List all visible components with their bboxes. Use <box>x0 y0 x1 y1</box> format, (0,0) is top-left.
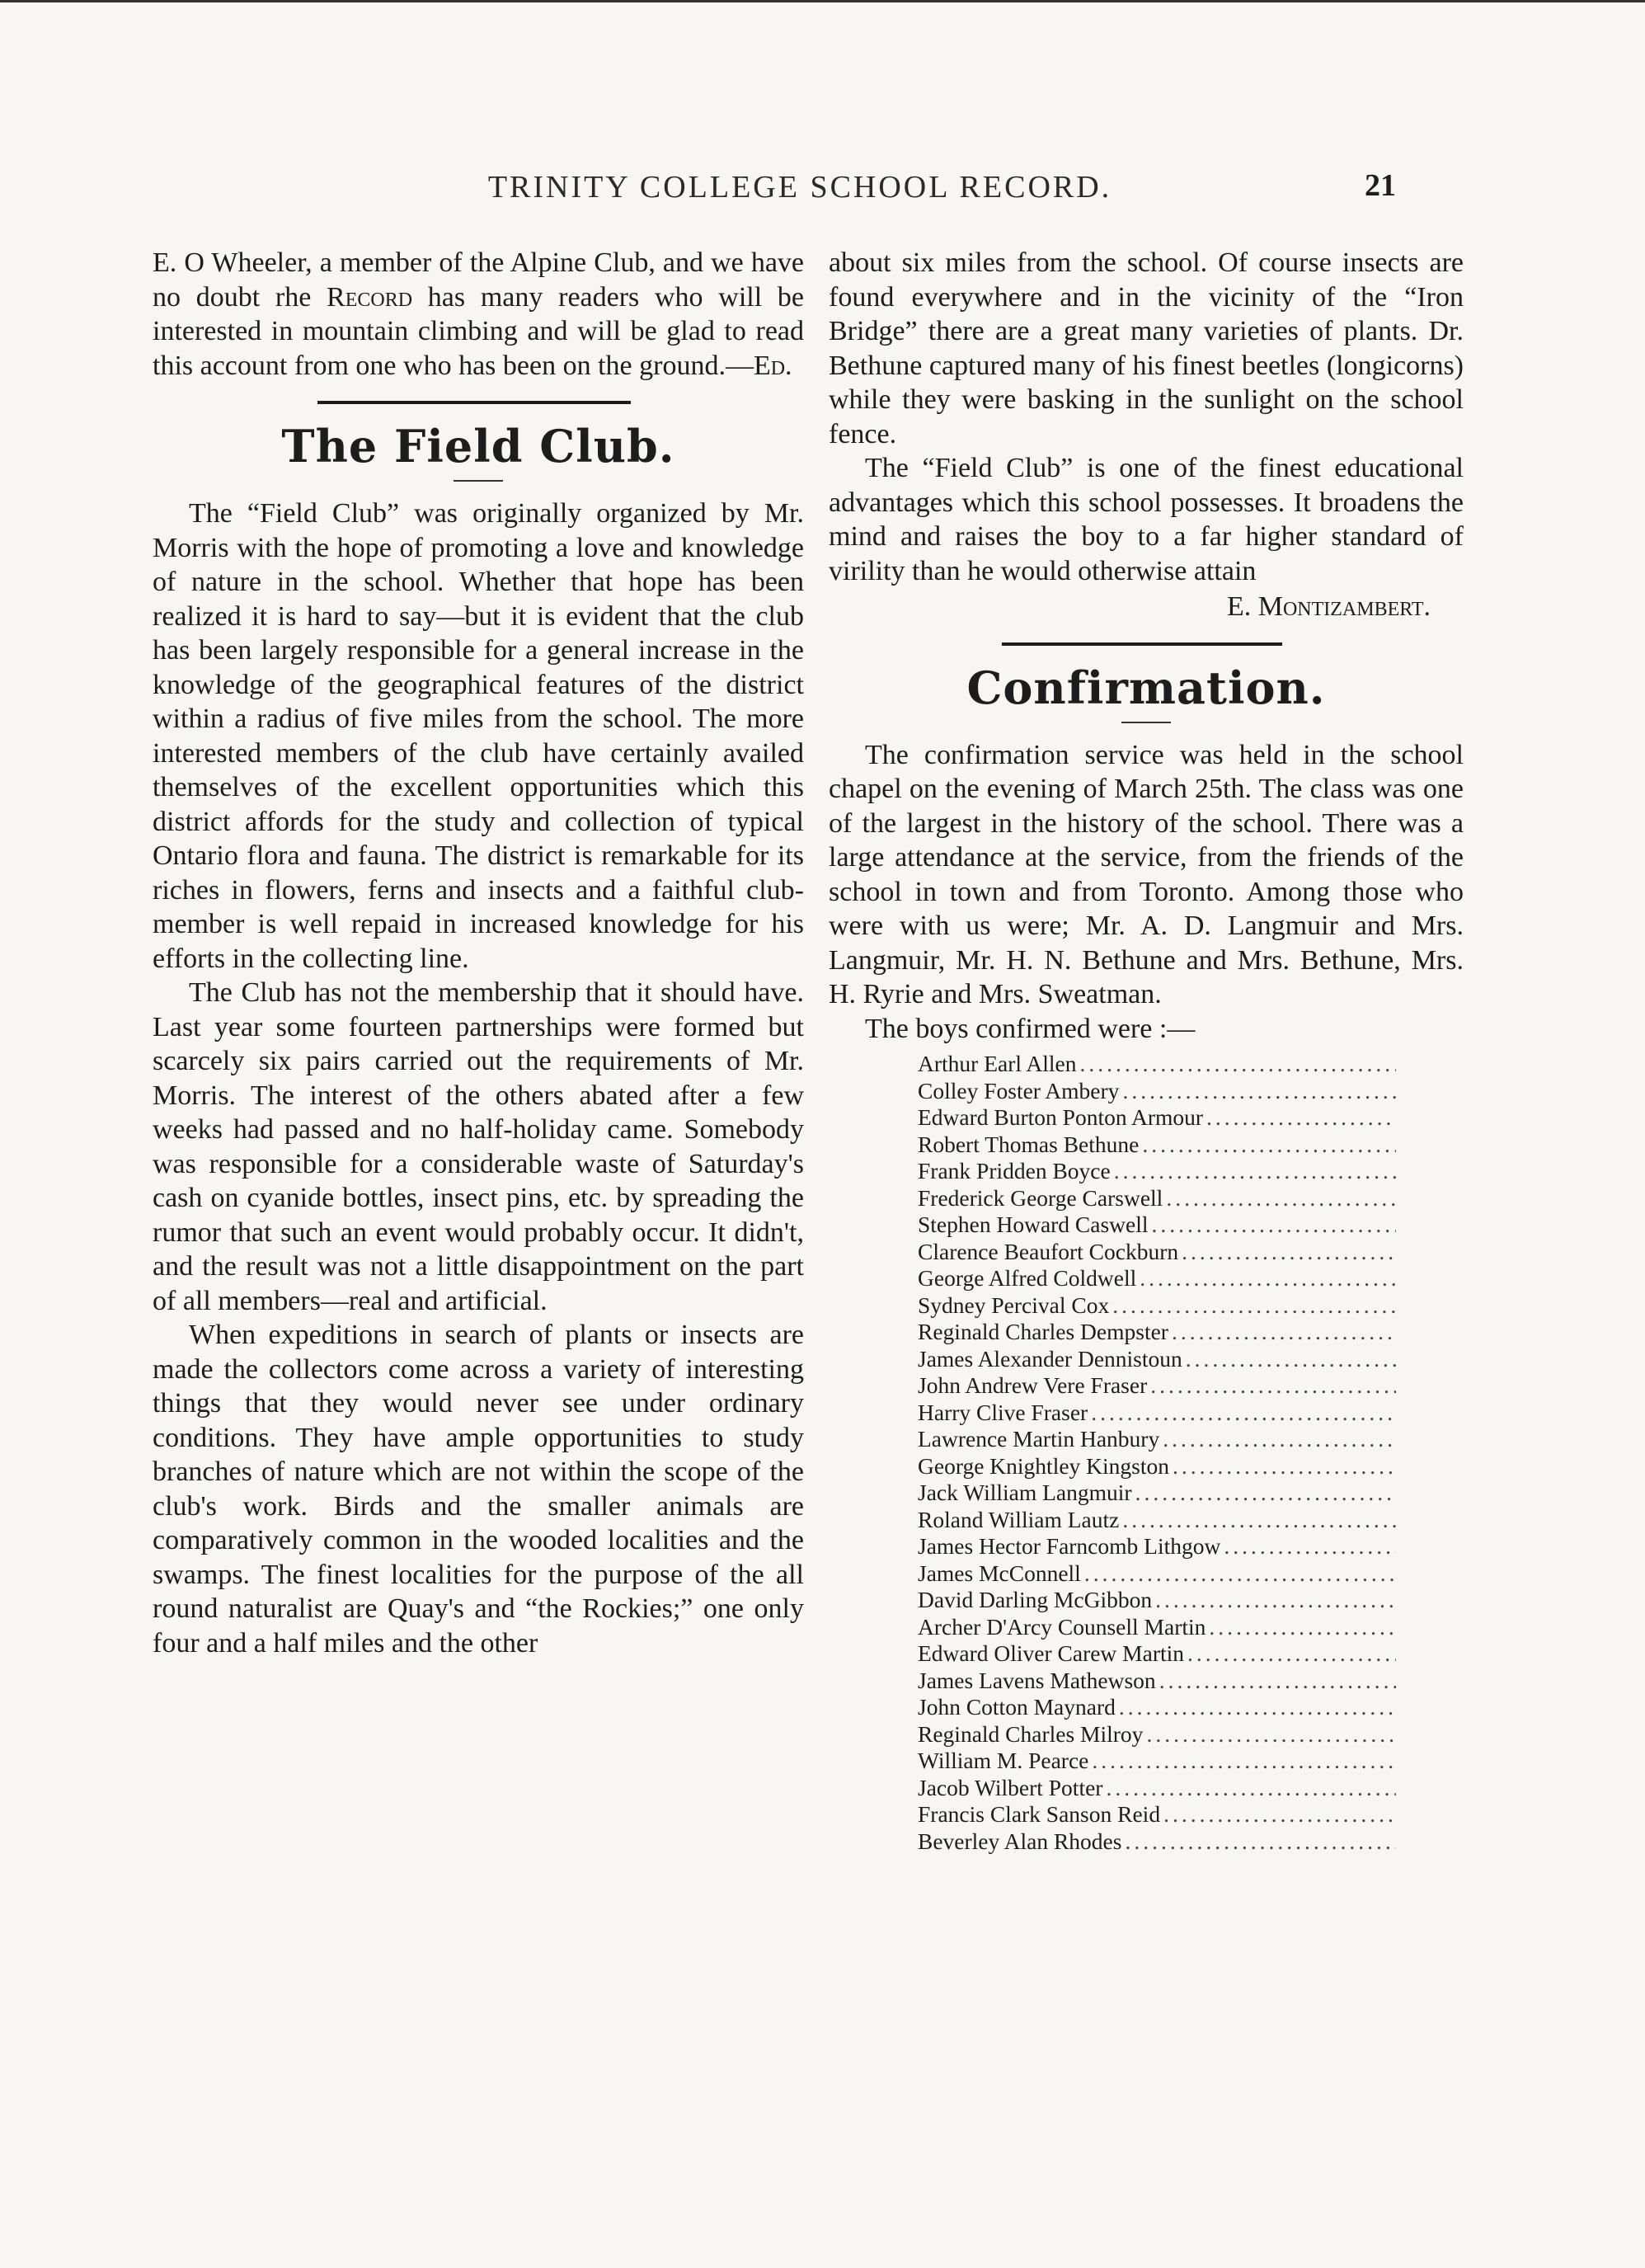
section-divider <box>1002 642 1282 646</box>
list-item <box>918 1051 1396 1078</box>
dot-leader <box>1122 1507 1396 1534</box>
field-club-paragraph-1: The “Field Club” was originally organized by Mr. Morris with the hope of promoting a love and knowledge of nature in the school. Whether that hope has been realized it is hard to say—but it is evident that the club has been largely responsible for a general increase in the knowledge of the geographical features of the district within a radius of five miles from the school. The more interested members of the club have certainly availed themselves of the excellent opportunities which this district affords for the study and collection of typical Ontario flora and fauna. The district is remarkable for its riches in flowers, ferns and insects and a faithful club-member is well repaid in increased knowledge for his efforts in the collecting line. <box>153 498 804 974</box>
field-club-paragraph-2: The Club has not the membership that it should have. Last year some fourteen partnerships were formed but scarcely six pairs carried out the requirements of Mr. Morris. The interest of the others abated after a few weeks had passed and no half-holiday came. Somebody was responsible for a considerable waste of Saturday's cash on cyanide bottles, insect pins, etc. by spreading the rumor that such an event would probably occur. It didn't, and the result was not a little disappointment on the part of all members—real and artificial. <box>153 977 804 1316</box>
boy-name: George Alfred Coldwell <box>918 1265 1137 1291</box>
dot-leader <box>1163 1801 1396 1828</box>
dot-leader <box>1091 1400 1396 1427</box>
boy-name: John Cotton Maynard <box>918 1694 1116 1720</box>
left-column <box>153 246 804 1660</box>
list-item <box>918 1185 1396 1212</box>
boy-name: Arthur Earl Allen <box>918 1051 1077 1076</box>
dot-leader <box>1106 1775 1396 1802</box>
list-item <box>918 1533 1396 1560</box>
boy-name: Clarence Beaufort Cockburn <box>918 1238 1179 1264</box>
dot-leader <box>1224 1533 1396 1560</box>
dot-leader <box>1163 1426 1396 1453</box>
list-item <box>918 1372 1396 1400</box>
boy-name: James Alexander Dennistoun <box>918 1345 1182 1372</box>
list-item <box>918 1292 1396 1320</box>
boy-name: Edward Oliver Carew Martin <box>918 1640 1185 1666</box>
list-item <box>918 1775 1396 1802</box>
boy-name: George Knightley Kingston <box>918 1452 1170 1479</box>
dot-leader <box>1186 1346 1396 1373</box>
dot-leader <box>1135 1480 1396 1507</box>
confirmed-boys-list <box>829 1051 1464 1855</box>
dot-leader <box>1140 1265 1396 1292</box>
boy-name: Reginald Charles Milroy <box>918 1720 1144 1747</box>
list-item <box>918 1319 1396 1346</box>
page-number: 21 <box>1365 168 1396 203</box>
dot-leader <box>1146 1721 1396 1748</box>
boy-name: Jack William Langmuir <box>918 1480 1132 1505</box>
dot-leader <box>1084 1560 1396 1588</box>
list-item <box>918 1668 1396 1695</box>
heading-underline <box>1121 722 1171 723</box>
list-item <box>918 1104 1396 1132</box>
list-item <box>918 1078 1396 1105</box>
list-item <box>918 1239 1396 1266</box>
list-item <box>918 1748 1396 1775</box>
list-item <box>918 1400 1396 1427</box>
dot-leader <box>1122 1078 1396 1105</box>
boy-name: Roland William Lautz <box>918 1506 1120 1532</box>
boy-name: William M. Pearce <box>918 1748 1089 1773</box>
list-item <box>918 1480 1396 1507</box>
field-club-closing: The “Field Club” is one of the finest educational advantages which this school possesses. It broadens the mind and raises the boy to a far higher standard of virility than he would otherwise attain <box>829 453 1464 586</box>
confirmation-paragraph: The confirmation service was held in the school chapel on the evening of March 25th. The class was one of the largest in the history of the school. There was a large attendance at the service, from the friends of the school in town and from Toronto. Among those who were with us were; Mr. A. D. Langmuir and Mrs. Langmuir, Mr. H. N. Bethune and Mrs. Bethune, Mrs. H. Ryrie and Mrs. Sweatman. <box>829 739 1464 1009</box>
dot-leader <box>1112 1292 1396 1320</box>
running-header: TRINITY COLLEGE SCHOOL RECORD. <box>487 170 1112 205</box>
boy-name: Sydney Percival Cox <box>918 1292 1110 1318</box>
dot-leader <box>1152 1212 1396 1239</box>
heading-underline <box>454 480 503 482</box>
author-signature: E. Montizambert. <box>1226 591 1431 622</box>
field-club-continuation: about six miles from the school. Of course insects are found everywhere and in the vicinity of the “Iron Bridge” there are a great many varieties of plants. Dr. Bethune captured many of his finest beetles (longicorns) while they were basking in the sunlight on the school fence. <box>829 247 1464 449</box>
dot-leader <box>1119 1694 1396 1721</box>
dot-leader <box>1155 1587 1396 1614</box>
dot-leader <box>1125 1828 1396 1856</box>
boy-name: James Lavens Mathewson <box>918 1667 1156 1693</box>
list-item <box>918 1560 1396 1588</box>
right-column <box>829 246 1464 1855</box>
boy-name: Colley Foster Ambery <box>918 1077 1120 1103</box>
boy-name: Archer D'Arcy Counsell Martin <box>918 1613 1206 1640</box>
boy-name: Beverley Alan Rhodes <box>918 1828 1122 1854</box>
dot-leader <box>1182 1239 1396 1266</box>
top-border-line <box>0 0 1645 2</box>
list-item <box>918 1346 1396 1373</box>
dot-leader <box>1173 1453 1396 1480</box>
dot-leader <box>1079 1051 1396 1078</box>
intro-paragraph <box>153 246 804 383</box>
boy-name: Reginald Charles Dempster <box>918 1319 1168 1344</box>
boy-name: John Andrew Vere Fraser <box>918 1372 1148 1398</box>
list-item <box>918 1694 1396 1721</box>
dot-leader <box>1172 1319 1396 1346</box>
intro-text-end: has many readers who will be interested in mountain climbing and will be glad to read this account from one who has been on the ground.— <box>153 281 804 381</box>
field-club-paragraph-3: When expeditions in search of plants or insects are made the collectors come across a variety of interesting things that they would never see under ordinary conditions. They have ample opportunities to study branches of nature which are not within the scope of the club's work. Birds and the smaller animals are comparatively common in the wooded localities and the swamps. The finest localities for the purpose of the all round naturalist are Quay's and “the Rockies;” one only four and a half miles and the other <box>153 1320 804 1659</box>
boy-name: Edward Burton Ponton Armour <box>918 1104 1204 1130</box>
dot-leader <box>1159 1668 1396 1695</box>
boy-name: Frederick George Carswell <box>918 1184 1163 1211</box>
list-item <box>918 1212 1396 1239</box>
list-item <box>918 1828 1396 1856</box>
list-item <box>918 1721 1396 1748</box>
dot-leader <box>1187 1640 1396 1668</box>
dot-leader <box>1150 1372 1396 1400</box>
boy-name: James Hector Farncomb Lithgow <box>918 1533 1221 1559</box>
record-small-caps: Record <box>327 281 413 313</box>
boy-name: Jacob Wilbert Potter <box>918 1774 1103 1800</box>
field-club-heading: The Field Club. <box>281 420 675 473</box>
dot-leader <box>1166 1185 1396 1212</box>
list-item <box>918 1158 1396 1185</box>
editor-signature: Ed. <box>753 350 792 381</box>
dot-leader <box>1206 1104 1396 1132</box>
boy-name: David Darling McGibbon <box>918 1587 1153 1612</box>
list-item <box>918 1265 1396 1292</box>
list-item <box>918 1640 1396 1668</box>
boy-name: James McConnell <box>918 1560 1081 1586</box>
intro-text-start: E. O Wheeler, a member of the Alpine Club, and we have no doubt rhe <box>153 247 804 313</box>
boy-name: Frank Pridden Boyce <box>918 1158 1111 1183</box>
boy-name: Lawrence Martin Hanbury <box>918 1426 1160 1452</box>
dot-leader <box>1114 1158 1396 1185</box>
list-item <box>918 1587 1396 1614</box>
boys-list-intro: The boys confirmed were :— <box>865 1013 1196 1044</box>
list-item <box>918 1426 1396 1453</box>
boy-name: Harry Clive Fraser <box>918 1399 1088 1425</box>
boy-name: Stephen Howard Caswell <box>918 1212 1149 1237</box>
dot-leader <box>1142 1132 1396 1159</box>
dot-leader <box>1092 1748 1396 1775</box>
list-item <box>918 1614 1396 1641</box>
boy-name: Francis Clark Sanson Reid <box>918 1801 1161 1827</box>
list-item <box>918 1453 1396 1480</box>
list-item <box>918 1801 1396 1828</box>
dot-leader <box>1209 1614 1396 1641</box>
list-item <box>918 1132 1396 1159</box>
list-item <box>918 1507 1396 1534</box>
confirmation-heading: Confirmation. <box>966 661 1326 714</box>
boy-name: Robert Thomas Bethune <box>918 1131 1140 1157</box>
section-divider <box>317 401 631 404</box>
